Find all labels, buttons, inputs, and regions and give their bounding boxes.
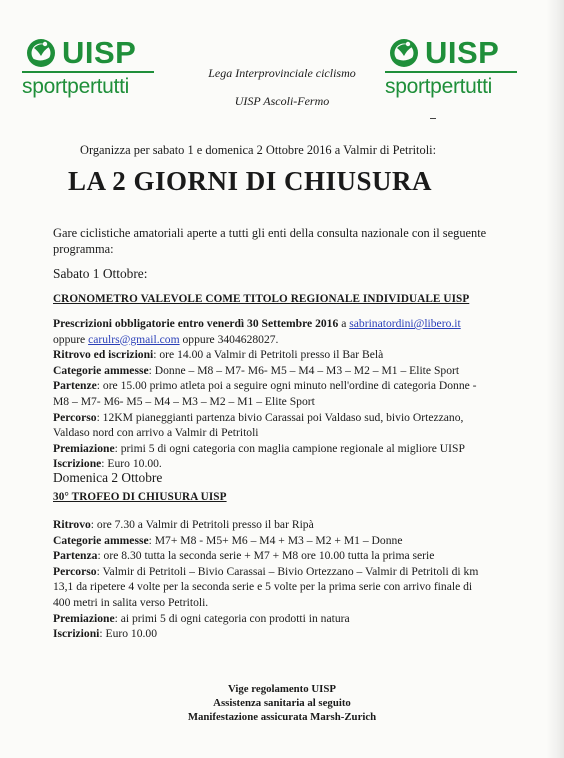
percorso-row [53, 564, 503, 580]
page-title: LA 2 GIORNI DI CHIUSURA [68, 166, 433, 196]
categorie-text: : M7+ M8 - M5+ M6 – M4 + M3 – M2 + M1 – Donne [148, 533, 403, 547]
footer-notes [0, 682, 564, 724]
logo-tagline: sportpertutti [385, 75, 492, 98]
footer-line-3: Manifestazione assicurata Marsh-Zurich [187, 711, 377, 723]
ritrovo-label: Ritrovo [53, 518, 91, 531]
partenza-label: Partenza [53, 549, 98, 563]
percorso-row-2: Valdaso nord con arrivo a Valmir di Petritoli [53, 426, 259, 440]
cyclist-logo-icon [385, 38, 423, 68]
premiazione-text: : primi 5 di ogni categoria con maglia campione regionale al migliore UISP [114, 441, 465, 455]
saturday-heading: Sabato 1 Ottobre: [53, 266, 148, 281]
categorie-label: Categorie ammesse [53, 533, 149, 547]
email-link-carulrs[interactable]: carulrs@gmail.com [88, 332, 180, 346]
partenze-text: : ore 15.00 primo atleta poi a seguire ogni minuto nell'ordine di categoria Donne - [96, 379, 477, 393]
partenze-row [53, 378, 503, 394]
iscrizione-label: Iscrizione [53, 457, 102, 471]
prescrizioni-a: a [341, 317, 347, 330]
sunday-race-title: 30° TROFEO DI CHIUSURA UISP [53, 491, 227, 503]
email-link-sabrina[interactable]: sabrinatordini@libero.it [349, 317, 461, 330]
saturday-race-title: CRONOMETRO VALEVOLE COME TITOLO REGIONALE INDIVIDUALE UISP [53, 293, 470, 305]
phone-text: oppure 3404628027. [182, 332, 279, 346]
premiazione-row [53, 441, 503, 457]
logo-brand: UISP [62, 35, 137, 70]
categorie-row [53, 363, 503, 379]
description [53, 225, 493, 257]
iscrizioni-row [53, 626, 503, 642]
ritrovo-label: Ritrovo ed iscrizioni [53, 348, 154, 362]
ritrovo-row [53, 347, 503, 363]
oppure-text: oppure [53, 332, 86, 346]
premiazione-row [53, 611, 503, 627]
prescrizioni-label: Prescrizioni obbligatorie entro venerdì 30 Settembre 2016 [53, 317, 339, 330]
ritrovo-text: : ore 7.30 a Valmir di Petritoli presso il bar Ripà [90, 518, 314, 531]
description-line-1: Gare ciclistiche amatoriali aperte a tutti gli enti della consulta nazionale con il seguente [53, 226, 487, 240]
intro-text: Organizza per sabato 1 e domenica 2 Ottobre 2016 a Valmir di Petritoli: [80, 143, 437, 157]
partenza-row [53, 548, 503, 564]
iscrizioni-label: Iscrizioni [53, 627, 100, 641]
categorie-text: : Donne – M8 – M7- M6- M5 – M4 – M3 – M2 – M1 – Elite Sport [148, 363, 460, 377]
categorie-label: Categorie ammesse [53, 363, 149, 377]
sunday-details [53, 517, 503, 642]
ritrovo-row [53, 517, 503, 533]
percorso-text: : Valmir di Petritoli – Bivio Carassai – Bivio Ortezzano – Valmir di Petritoli di km [96, 564, 479, 578]
page-edge-shadow [546, 0, 564, 758]
iscrizione-text: : Euro 10.00. [101, 457, 162, 471]
percorso-row-3: 400 metri in salita verso Petritoli. [53, 595, 209, 609]
contact-row [53, 332, 503, 348]
percorso-row [53, 410, 503, 426]
pen-mark [430, 118, 436, 119]
partenze-label: Partenze [53, 379, 97, 393]
categorie-row [53, 533, 503, 549]
ritrovo-text: : ore 14.00 a Valmir di Petritoli presso il Bar Belà [153, 348, 384, 362]
premiazione-label: Premiazione [53, 441, 115, 455]
percorso-label: Percorso [53, 410, 97, 424]
logo-brand: UISP [425, 35, 500, 70]
saturday-details [53, 316, 503, 472]
logo-tagline: sportpertutti [22, 75, 129, 98]
percorso-row-2: 13,1 da ripetere 4 volte per la seconda serie e 5 volte per la prima serie con arrivo finale di [53, 580, 473, 594]
cyclist-logo-icon [22, 38, 60, 68]
premiazione-label: Premiazione [53, 611, 115, 625]
premiazione-text: : ai primi 5 di ogni categoria con prodotti in natura [114, 611, 350, 625]
prescrizioni-row [53, 316, 503, 332]
sunday-heading: Domenica 2 Ottobre [53, 470, 163, 485]
iscrizioni-text: : Euro 10.00 [99, 627, 158, 641]
percorso-label: Percorso [53, 564, 97, 578]
footer-line-2: Assistenza sanitaria al seguito [213, 697, 351, 709]
organization-line-2: UISP Ascoli-Fermo [234, 94, 330, 108]
description-line-2: programma: [53, 242, 114, 256]
organization-line-1: Lega Interprovinciale ciclismo [208, 66, 356, 80]
footer-line-1: Vige regolamento UISP [228, 683, 336, 695]
percorso-text: : 12KM pianeggianti partenza bivio Carassai poi Valdaso sud, bivio Ortezzano, [96, 410, 464, 424]
partenza-text: : ore 8.30 tutta la seconda serie + M7 + M8 ore 10.00 tutta la prima serie [97, 549, 435, 563]
partenze-row-2: M8 – M7- M6- M5 – M4 – M3 – M2 – M1 – Elite Sport [53, 394, 315, 408]
